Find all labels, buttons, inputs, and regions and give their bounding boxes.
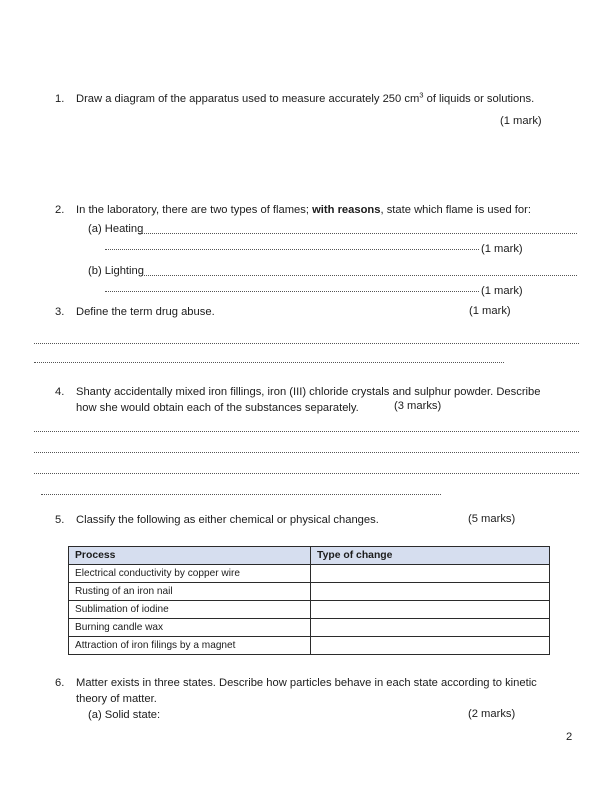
question-3-text: Define the term drug abuse. — [76, 306, 215, 318]
table-cell-answer[interactable] — [311, 583, 550, 601]
table-cell-process: Burning candle wax — [69, 619, 311, 637]
question-1-body — [76, 92, 575, 108]
question-5-text: Classify the following as either chemical or physical changes. — [76, 514, 379, 526]
table-row — [69, 583, 550, 601]
table-header — [69, 547, 550, 565]
question-4-answer-line-2 — [34, 452, 579, 453]
page-number: 2 — [566, 731, 573, 743]
question-4-text-line-1: Shanty accidentally mixed iron fillings, iron (III) chloride crystals and sulphur powder. Describe — [76, 386, 541, 398]
question-4-answer-line-1 — [34, 431, 579, 432]
question-4 — [55, 385, 580, 416]
question-4-body — [76, 385, 580, 416]
question-2a-leader-line-1 — [139, 233, 577, 234]
table-cell-process: Attraction of iron filings by a magnet — [69, 637, 311, 655]
table-cell-answer[interactable] — [311, 565, 550, 583]
question-2-part-a-marks: (1 mark) — [481, 243, 523, 255]
question-6-part-a-label: (a) Solid state: — [88, 709, 161, 721]
question-6-number: 6. — [55, 677, 65, 689]
table-cell-answer[interactable] — [311, 637, 550, 655]
question-3-answer-line-1 — [34, 343, 579, 344]
question-6-part-a — [88, 708, 160, 724]
question-2b-leader-line-1 — [141, 275, 577, 276]
question-5-marks: (5 marks) — [468, 513, 516, 525]
question-1-text-part2: of liquids or solutions. — [423, 93, 535, 105]
question-3-answer-line-2 — [34, 362, 504, 363]
question-6-body — [76, 676, 580, 707]
table-row — [69, 601, 550, 619]
question-2-part-a — [88, 222, 143, 238]
question-4-number: 4. — [55, 386, 65, 398]
question-4-answer-line-3 — [34, 473, 579, 474]
question-2-stem-part2: , state which flame is used for: — [380, 204, 531, 216]
question-2-part-a-label: (a) Heating — [88, 223, 144, 235]
question-2-stem-emphasis: with reasons — [312, 204, 381, 216]
question-2-number: 2. — [55, 204, 65, 216]
question-2-stem-part1: In the laboratory, there are two types of flames; — [76, 204, 313, 216]
question-2-part-b — [88, 264, 144, 280]
table-row — [69, 619, 550, 637]
question-2-part-b-label: (b) Lighting — [88, 265, 144, 277]
question-1-text — [76, 92, 575, 108]
table-cell-answer[interactable] — [311, 601, 550, 619]
table-header-row — [69, 547, 550, 565]
table-row — [69, 637, 550, 655]
question-5-number: 5. — [55, 514, 65, 526]
question-2 — [55, 203, 575, 219]
question-3-marks: (1 mark) — [469, 305, 511, 317]
column-header-type-of-change: Type of change — [311, 547, 550, 565]
question-2-stem — [76, 203, 575, 219]
table-row — [69, 565, 550, 583]
question-1-superscript: 3 — [419, 90, 424, 100]
question-1-text-part1: Draw a diagram of the apparatus used to measure accurately 250 cm — [76, 93, 420, 105]
table-cell-process: Rusting of an iron nail — [69, 583, 311, 601]
table-cell-process: Sublimation of iodine — [69, 601, 311, 619]
question-1-marks: (1 mark) — [500, 115, 542, 127]
question-4-marks: (3 marks) — [394, 400, 442, 412]
question-6 — [55, 676, 580, 707]
question-6-part-a-marks: (2 marks) — [468, 708, 516, 720]
question-6-text-line-2: theory of matter. — [76, 692, 157, 705]
question-1 — [55, 92, 575, 108]
question-2-part-b-marks: (1 mark) — [481, 285, 523, 297]
question-2a-leader-line-2 — [105, 249, 479, 250]
table-cell-process: Electrical conductivity by copper wire — [69, 565, 311, 583]
question-1-number: 1. — [55, 93, 65, 105]
changes-classification-table — [68, 546, 550, 655]
question-2b-leader-line-2 — [105, 291, 479, 292]
question-6-text-line-1: Matter exists in three states. Describe how particles behave in each state according to kinetic — [76, 677, 537, 689]
question-3-number: 3. — [55, 306, 65, 318]
question-4-text-line-2: how she would obtain each of the substances separately. — [76, 401, 359, 414]
table-body — [69, 565, 550, 655]
column-header-process: Process — [69, 547, 311, 565]
table-cell-answer[interactable] — [311, 619, 550, 637]
question-4-answer-line-4 — [41, 494, 441, 495]
